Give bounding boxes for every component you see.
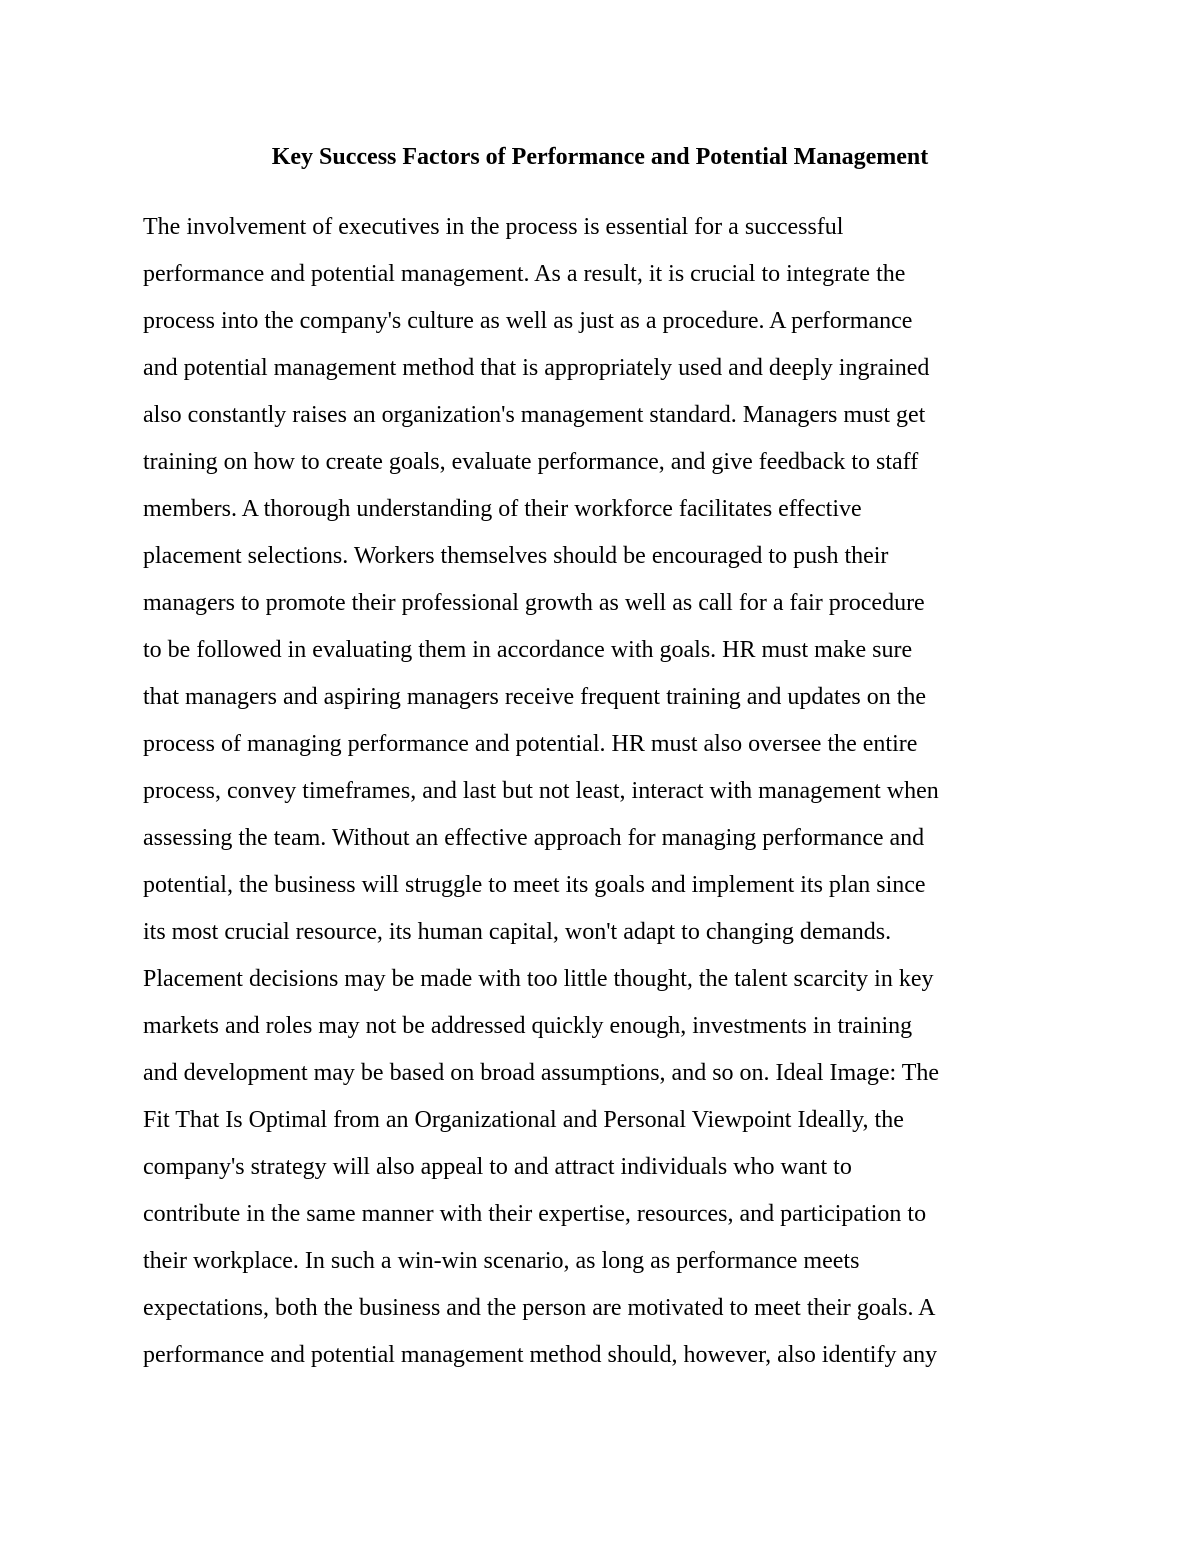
text-line: its most crucial resource, its human capital, won't adapt to changing demands. [143, 919, 892, 945]
text-line: company's strategy will also appeal to and attract individuals who want to [143, 1154, 852, 1180]
text-line: performance and potential management method should, however, also identify any [143, 1342, 938, 1368]
text-line: assessing the team. Without an effective approach for managing performance and [143, 825, 925, 851]
text-line: their workplace. In such a win-win scenario, as long as performance meets [143, 1248, 860, 1274]
text-line: and potential management method that is appropriately used and deeply ingrained [143, 355, 930, 381]
text-line: contribute in the same manner with their expertise, resources, and participation to [143, 1201, 927, 1227]
text-line: process, convey timeframes, and last but not least, interact with management when [143, 778, 939, 804]
text-line: markets and roles may not be addressed quickly enough, investments in training [143, 1013, 913, 1039]
text-line: Fit That Is Optimal from an Organizational and Personal Viewpoint Ideally, the [143, 1107, 904, 1133]
text-line: that managers and aspiring managers receive frequent training and updates on the [143, 684, 927, 710]
text-line: members. A thorough understanding of their workforce facilitates effective [143, 496, 862, 522]
body-paragraph [143, 204, 1073, 1379]
text-line: placement selections. Workers themselves should be encouraged to push their [143, 543, 889, 569]
text-line: The involvement of executives in the process is essential for a successful [143, 214, 844, 240]
text-line: expectations, both the business and the person are motivated to meet their goals. A [143, 1295, 936, 1321]
text-line: managers to promote their professional growth as well as call for a fair procedure [143, 590, 925, 616]
document-title: Key Success Factors of Performance and Potential Management [271, 144, 929, 170]
text-line: training on how to create goals, evaluate performance, and give feedback to staff [143, 449, 919, 475]
text-line: Placement decisions may be made with too little thought, the talent scarcity in key [143, 966, 934, 992]
text-line: process of managing performance and potential. HR must also oversee the entire [143, 731, 918, 757]
text-line: potential, the business will struggle to meet its goals and implement its plan since [143, 872, 926, 898]
text-line: performance and potential management. As a result, it is crucial to integrate the [143, 261, 906, 287]
text-line: to be followed in evaluating them in accordance with goals. HR must make sure [143, 637, 913, 663]
text-line: process into the company's culture as well as just as a procedure. A performance [143, 308, 913, 334]
text-line: and development may be based on broad assumptions, and so on. Ideal Image: The [143, 1060, 940, 1086]
text-line: also constantly raises an organization's management standard. Managers must get [143, 402, 926, 428]
